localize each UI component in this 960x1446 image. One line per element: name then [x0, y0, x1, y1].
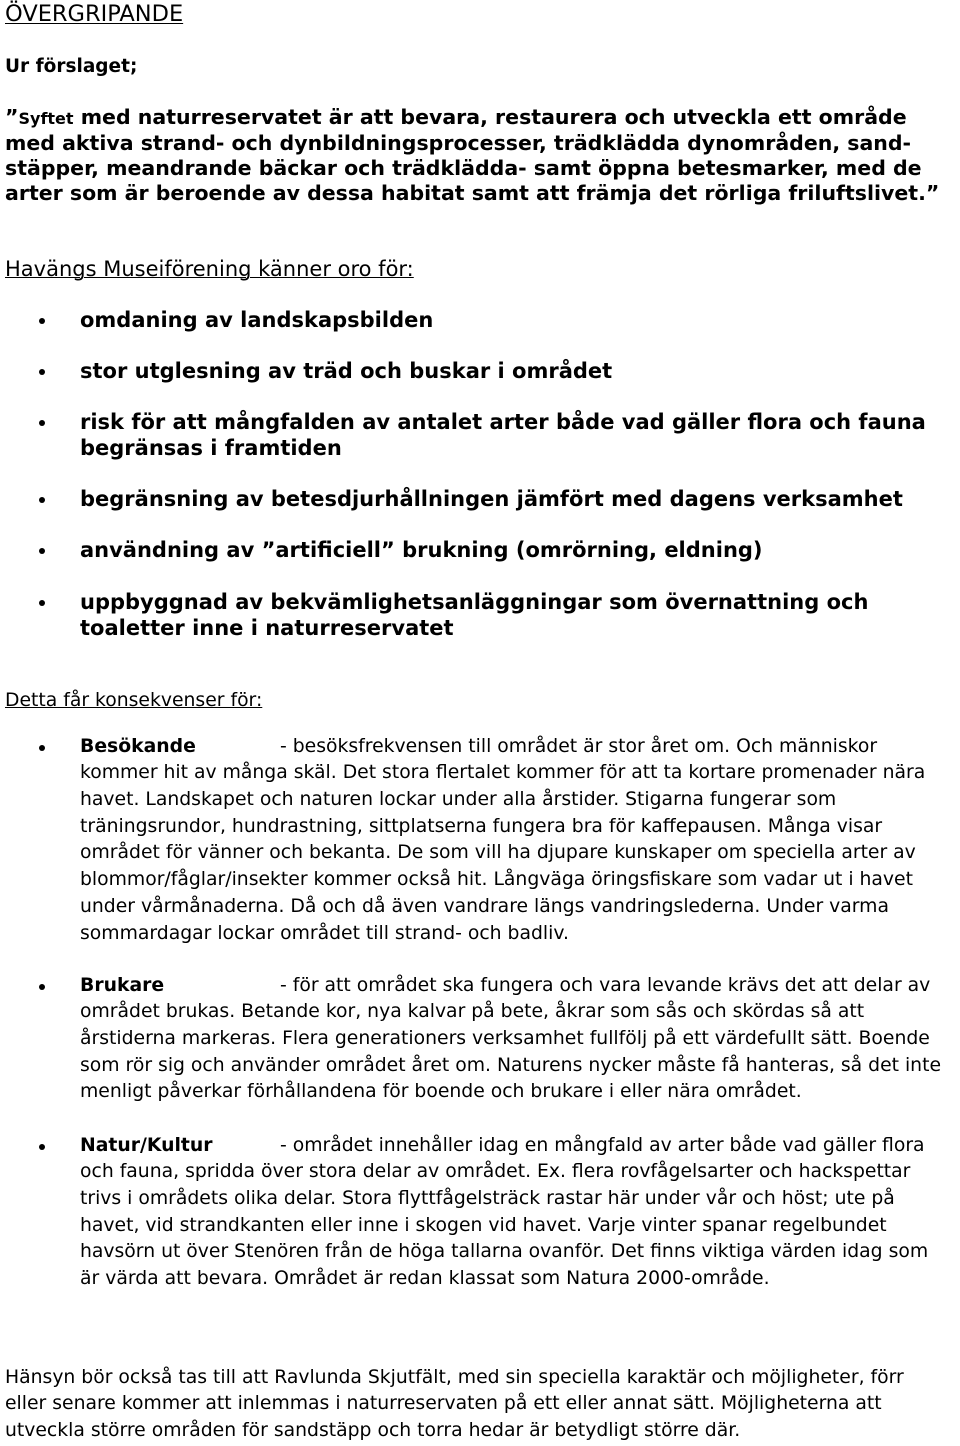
list-item-label: Natur/Kultur [80, 1134, 213, 1156]
list-item-line: användning av ”artificiell” brukning (omrörning, eldning) [80, 538, 763, 562]
list-item-line: under vårmånaderna. Då och då även vandrare längs vandringslederna. Under varma [80, 895, 889, 917]
closing-paragraph [5, 1365, 904, 1445]
list-item-nature-culture [0, 1133, 928, 1293]
list-item-line: blommor/fåglar/insekter kommer också hit. Långväga öringsfiskare som vadar ut i havet [80, 869, 913, 891]
purpose-quote [5, 105, 939, 206]
list-item-line: trivs i områdets olika delar. Stora flyttfågelsträck rastar här under vår och höst; ute på [80, 1188, 895, 1210]
list-item-line [80, 734, 925, 761]
intro-label: Ur förslaget; [5, 56, 138, 77]
list-item-line: uppbyggnad av bekvämlighetsanläggningar som övernattning och [80, 590, 869, 614]
quote-line: arter som är beroende av dessa habitat samt att främja det rörliga friluftslivet.” [5, 180, 940, 205]
bullet-icon [39, 318, 45, 324]
bullet-icon [39, 745, 45, 751]
list-item-text: - för att området ska fungera och vara levande krävs det att delar av [280, 974, 931, 996]
list-item-line: menligt påverkar förhållandena för boende och brukare i eller nära området. [80, 1081, 802, 1103]
list-item [0, 486, 903, 512]
page-title: ÖVERGRIPANDE [5, 1, 184, 27]
list-item-line: havet. Landskapet och naturen lockar under alla årstider. Stigarna fungerar som [80, 789, 837, 811]
quote-line: stäpper, meandrande bäckar och trädklädda- samt öppna betesmarker, med de [5, 155, 922, 180]
quote-line-text: med naturreservatet är att bevara, restaurera och utveckla ett område [80, 104, 907, 129]
list-item-line: som rör sig och använder området året om. Naturens nycker måste få hanteras, så det inte [80, 1054, 942, 1076]
consequences-heading: Detta får konsekvenser för: [5, 690, 263, 711]
list-item-line: området brukas. Betande kor, nya kalvar på bete, åkrar som sås och skördas så att [80, 1001, 865, 1023]
list-item-label: Besökande [80, 735, 196, 757]
list-item-line: omdaning av landskapsbilden [80, 308, 434, 332]
list-item-label: Brukare [80, 974, 165, 996]
list-item-farmers [0, 973, 941, 1107]
bullet-icon [39, 600, 45, 606]
list-item-line: begränsas i framtiden [80, 436, 342, 460]
quote-line: med aktiva strand- och dynbildningsprocesser, trädklädda dynområden, sand- [5, 130, 912, 155]
list-item-line: området för vänner och bekanta. De som vill ha djupare kunskaper om speciella arter av [80, 842, 916, 864]
bullet-icon [39, 420, 45, 426]
bullet-icon [39, 369, 45, 375]
list-item-line: årstiderna markeras. Flera generationers verksamhet fullfölj på ett värdefullt sätt. Boende [80, 1028, 930, 1050]
bullet-icon [39, 548, 45, 554]
quote-line [5, 105, 939, 131]
opening-quote-mark: ” [5, 104, 19, 129]
list-item-line: havsörn ut över Stenören från de höga tallarna ovanför. Det finns viktiga värden idag som [80, 1241, 929, 1263]
list-item-line: stor utglesning av träd och buskar i området [80, 359, 613, 383]
list-item-line: kommer hit av många skäl. Det stora flertalet kommer för att ta kortare promenader nära [80, 762, 926, 784]
list-item [0, 358, 612, 384]
list-item [0, 589, 868, 641]
list-item-line [80, 973, 941, 1000]
bullet-icon [39, 1144, 45, 1150]
list-item-text: - besöksfrekvensen till området är stor året om. Och människor [280, 735, 878, 757]
list-item-line: träningsrundor, hundrastning, sittplatserna fungera bra för kaffepausen. Många visar [80, 815, 883, 837]
list-item-line: begränsning av betesdjurhållningen jämfört med dagens verksamhet [80, 487, 903, 511]
paragraph-line: utveckla större områden för sandstäpp och torra hedar är betydligt större där. [5, 1420, 741, 1442]
list-item-visitors [0, 734, 925, 948]
quote-first-word: Syftet [18, 108, 74, 128]
paragraph-line: eller senare kommer att inlemmas i naturreservaten på ett eller annat sätt. Möjligheterna att [5, 1393, 882, 1415]
list-item-line: havet, vid strandkanten eller inne i skogen vid havet. Varje vinter spanar regelbundet [80, 1214, 887, 1236]
list-item [0, 537, 763, 563]
list-item-line: är värda att bevara. Området är redan klassat som Natura 2000-område. [80, 1268, 770, 1290]
concerns-heading: Havängs Museiförening känner oro för: [5, 257, 414, 281]
list-item-line: och fauna, spridda över stora delar av området. Ex. flera rovfågelsarter och hackspettar [80, 1161, 911, 1183]
list-item-line [80, 1133, 928, 1160]
bullet-icon [39, 984, 45, 990]
bullet-icon [39, 497, 45, 503]
list-item-line: sommardagar lockar området till strand- och badliv. [80, 922, 569, 944]
paragraph-line: Hänsyn bör också tas till att Ravlunda Skjutfält, med sin speciella karaktär och möjligheter, förr [5, 1366, 904, 1388]
list-item [0, 409, 926, 461]
list-item [0, 307, 433, 333]
list-item-text: - området innehåller idag en mångfald av arter både vad gäller flora [280, 1134, 925, 1156]
list-item-line: toaletter inne i naturreservatet [80, 616, 454, 640]
list-item-line: risk för att mångfalden av antalet arter både vad gäller flora och fauna [80, 410, 926, 434]
